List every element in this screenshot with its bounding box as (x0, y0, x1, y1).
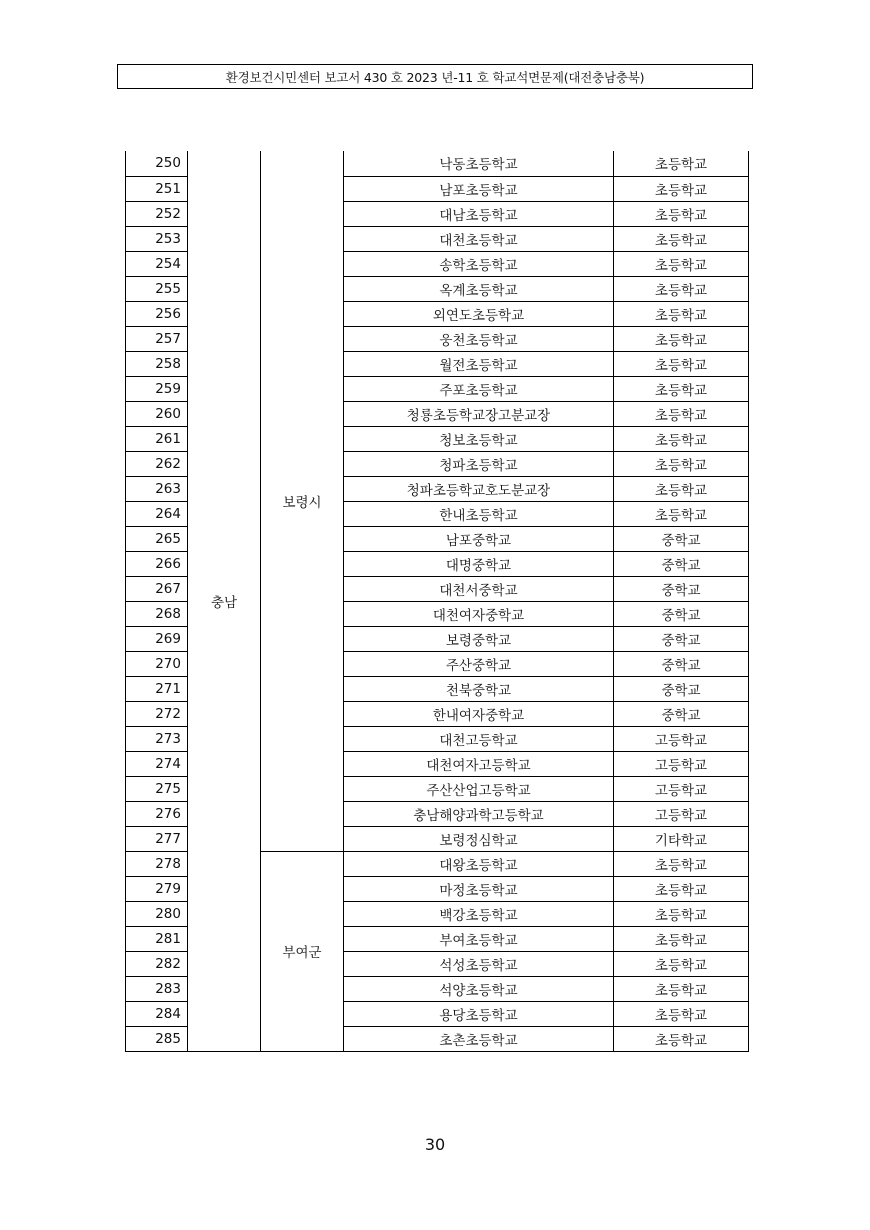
row-number: 263 (126, 476, 188, 501)
school-name: 옥계초등학교 (344, 276, 614, 301)
school-type: 고등학교 (614, 726, 749, 751)
school-type: 초등학교 (614, 226, 749, 251)
school-type: 중학교 (614, 526, 749, 551)
region-cell: 충남 (188, 151, 261, 1051)
school-type: 초등학교 (614, 876, 749, 901)
row-number: 282 (126, 951, 188, 976)
school-type: 중학교 (614, 676, 749, 701)
school-name: 주포초등학교 (344, 376, 614, 401)
row-number: 250 (126, 151, 188, 176)
row-number: 265 (126, 526, 188, 551)
report-header-title: 환경보건시민센터 보고서 430 호 2023 년-11 호 학교석면문제(대전충남충북) (225, 69, 645, 85)
row-number: 281 (126, 926, 188, 951)
row-number: 252 (126, 201, 188, 226)
school-type: 초등학교 (614, 301, 749, 326)
school-name: 주산중학교 (344, 651, 614, 676)
row-number: 271 (126, 676, 188, 701)
school-type: 초등학교 (614, 401, 749, 426)
row-number: 262 (126, 451, 188, 476)
school-name: 청파초등학교 (344, 451, 614, 476)
school-type: 초등학교 (614, 451, 749, 476)
school-name: 한내여자중학교 (344, 701, 614, 726)
school-type: 초등학교 (614, 926, 749, 951)
school-type: 초등학교 (614, 151, 749, 176)
row-number: 277 (126, 826, 188, 851)
school-name: 대천초등학교 (344, 226, 614, 251)
school-name: 월전초등학교 (344, 351, 614, 376)
page-number: 30 (424, 1135, 446, 1154)
row-number: 266 (126, 551, 188, 576)
school-type: 초등학교 (614, 476, 749, 501)
district-cell: 보령시 (261, 151, 344, 851)
school-type: 중학교 (614, 551, 749, 576)
school-type: 초등학교 (614, 201, 749, 226)
row-number: 276 (126, 801, 188, 826)
school-type: 중학교 (614, 701, 749, 726)
school-type: 초등학교 (614, 276, 749, 301)
row-number: 261 (126, 426, 188, 451)
row-number: 260 (126, 401, 188, 426)
school-table-body (126, 151, 749, 1051)
school-name: 청보초등학교 (344, 426, 614, 451)
school-type: 중학교 (614, 626, 749, 651)
school-type: 초등학교 (614, 976, 749, 1001)
district-cell: 부여군 (261, 851, 344, 1051)
school-type: 초등학교 (614, 376, 749, 401)
school-name: 웅천초등학교 (344, 326, 614, 351)
row-number: 255 (126, 276, 188, 301)
school-type: 고등학교 (614, 801, 749, 826)
row-number: 254 (126, 251, 188, 276)
school-type: 초등학교 (614, 1026, 749, 1051)
school-type: 초등학교 (614, 176, 749, 201)
school-type: 초등학교 (614, 501, 749, 526)
row-number: 257 (126, 326, 188, 351)
school-name: 천북중학교 (344, 676, 614, 701)
row-number: 285 (126, 1026, 188, 1051)
school-type: 초등학교 (614, 326, 749, 351)
school-name: 대명중학교 (344, 551, 614, 576)
school-type: 고등학교 (614, 751, 749, 776)
school-type: 중학교 (614, 601, 749, 626)
school-name: 청룡초등학교장고분교장 (344, 401, 614, 426)
school-name: 남포중학교 (344, 526, 614, 551)
school-type: 중학교 (614, 651, 749, 676)
school-name: 초촌초등학교 (344, 1026, 614, 1051)
school-name: 부여초등학교 (344, 926, 614, 951)
row-number: 278 (126, 851, 188, 876)
row-number: 273 (126, 726, 188, 751)
school-name: 남포초등학교 (344, 176, 614, 201)
school-name: 석성초등학교 (344, 951, 614, 976)
row-number: 264 (126, 501, 188, 526)
school-name: 마정초등학교 (344, 876, 614, 901)
school-name: 주산산업고등학교 (344, 776, 614, 801)
school-name: 외연도초등학교 (344, 301, 614, 326)
school-type: 초등학교 (614, 851, 749, 876)
school-name: 낙동초등학교 (344, 151, 614, 176)
row-number: 251 (126, 176, 188, 201)
school-type: 초등학교 (614, 426, 749, 451)
row-number: 283 (126, 976, 188, 1001)
school-name: 대천여자중학교 (344, 601, 614, 626)
report-header (117, 64, 753, 89)
row-number: 269 (126, 626, 188, 651)
row-number: 258 (126, 351, 188, 376)
row-number: 270 (126, 651, 188, 676)
row-number: 279 (126, 876, 188, 901)
school-name: 보령정심학교 (344, 826, 614, 851)
school-type: 고등학교 (614, 776, 749, 801)
school-type: 초등학교 (614, 251, 749, 276)
school-name: 송학초등학교 (344, 251, 614, 276)
row-number: 274 (126, 751, 188, 776)
row-number: 267 (126, 576, 188, 601)
school-type: 중학교 (614, 576, 749, 601)
school-name: 대남초등학교 (344, 201, 614, 226)
school-type: 초등학교 (614, 1001, 749, 1026)
school-name: 한내초등학교 (344, 501, 614, 526)
row-number: 253 (126, 226, 188, 251)
school-name: 대왕초등학교 (344, 851, 614, 876)
school-name: 청파초등학교호도분교장 (344, 476, 614, 501)
school-type: 초등학교 (614, 951, 749, 976)
table-row (126, 151, 749, 176)
school-name: 백강초등학교 (344, 901, 614, 926)
row-number: 275 (126, 776, 188, 801)
school-name: 대천여자고등학교 (344, 751, 614, 776)
school-name: 석양초등학교 (344, 976, 614, 1001)
school-name: 보령중학교 (344, 626, 614, 651)
row-number: 284 (126, 1001, 188, 1026)
row-number: 256 (126, 301, 188, 326)
school-name: 충남해양과학고등학교 (344, 801, 614, 826)
row-number: 272 (126, 701, 188, 726)
school-name: 용당초등학교 (344, 1001, 614, 1026)
row-number: 268 (126, 601, 188, 626)
school-type: 초등학교 (614, 351, 749, 376)
row-number: 280 (126, 901, 188, 926)
school-table (125, 151, 749, 1052)
row-number: 259 (126, 376, 188, 401)
school-type: 초등학교 (614, 901, 749, 926)
school-name: 대천고등학교 (344, 726, 614, 751)
school-name: 대천서중학교 (344, 576, 614, 601)
school-type: 기타학교 (614, 826, 749, 851)
